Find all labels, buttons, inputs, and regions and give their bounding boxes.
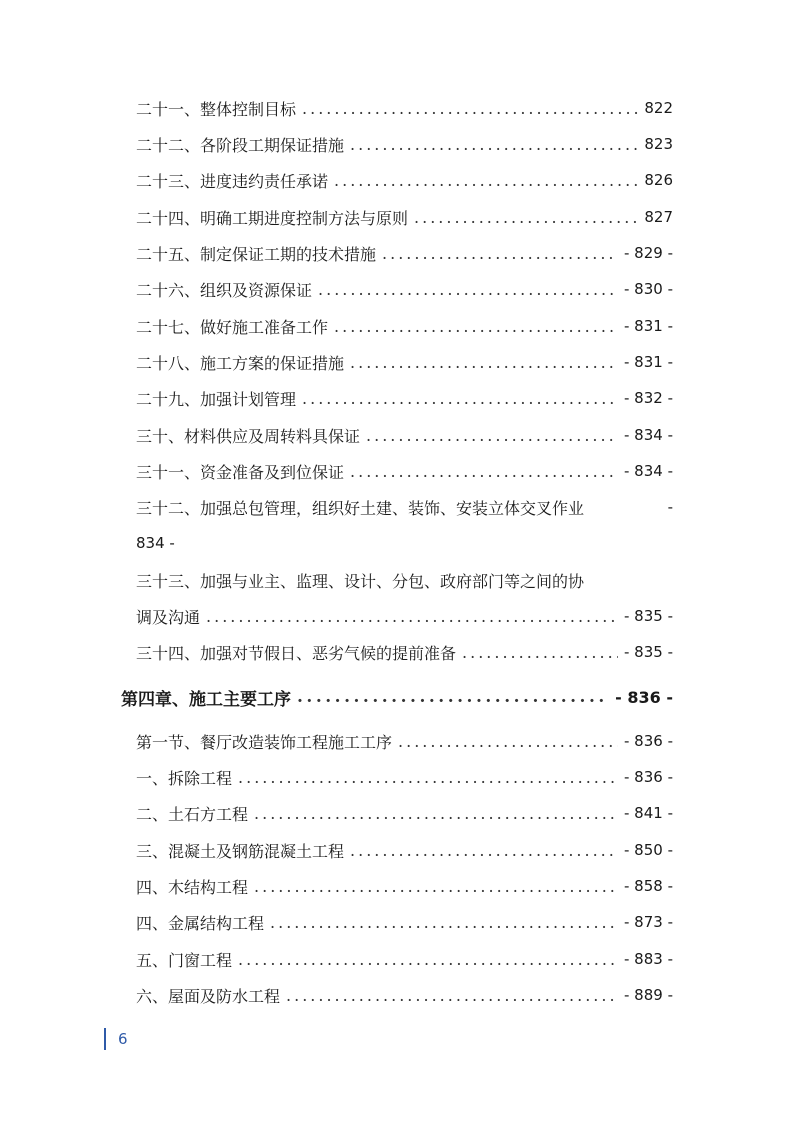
dot-leader xyxy=(462,643,618,662)
toc-entry-title: 三十一、资金准备及到位保证 xyxy=(136,462,345,482)
toc-entry-page: - 858 - xyxy=(624,877,673,895)
toc-entry[interactable] xyxy=(136,422,673,448)
dot-leader xyxy=(334,171,638,190)
dot-leader xyxy=(238,768,618,787)
toc-entry-page: 826 xyxy=(644,171,673,189)
toc-entry[interactable] xyxy=(136,639,673,665)
toc-entry[interactable] xyxy=(136,385,673,411)
toc-entry-title: 三十三、加强与业主、监理、设计、分包、政府部门等之间的协 xyxy=(136,571,585,591)
dot-leader xyxy=(297,687,609,707)
toc-entry-title: 三、混凝土及钢筋混凝土工程 xyxy=(136,841,345,861)
toc-entry-page: 827 xyxy=(644,208,673,226)
chapter-title: 第四章、施工主要工序 xyxy=(121,689,291,710)
toc-entry-title: 二十三、进度违约责任承诺 xyxy=(136,171,329,191)
toc-entry-page: 823 xyxy=(644,135,673,153)
toc-entry-page: - 832 - xyxy=(624,389,673,407)
toc-entry-title: 二十五、制定保证工期的技术措施 xyxy=(136,244,377,264)
toc-entry[interactable] xyxy=(136,764,673,790)
dot-leader xyxy=(254,877,618,896)
toc-entry-title: 二十八、施工方案的保证措施 xyxy=(136,353,345,373)
toc-entry-page: - 889 - xyxy=(624,986,673,1004)
toc-entry[interactable] xyxy=(136,946,673,972)
toc-entry-page: - 829 - xyxy=(624,244,673,262)
toc-entry-title: 四、金属结构工程 xyxy=(136,913,265,933)
toc-entry-wrapped[interactable] xyxy=(136,567,673,593)
toc-entry-page: - 834 - xyxy=(624,426,673,444)
dot-leader xyxy=(350,841,618,860)
toc-entry-page: - 831 - xyxy=(624,317,673,335)
toc-entry-page: - 841 - xyxy=(624,804,673,822)
toc-entry-page: - 835 - xyxy=(624,607,673,625)
toc-entry-page: - 836 - xyxy=(624,768,673,786)
toc-entry-title: 二十二、各阶段工期保证措施 xyxy=(136,135,345,155)
toc-entry-page: - 836 - xyxy=(624,732,673,750)
toc-entry[interactable] xyxy=(136,800,673,826)
toc-entry-title: 二十九、加强计划管理 xyxy=(136,389,297,409)
toc-entry[interactable] xyxy=(136,349,673,375)
toc-entry-title: 一、拆除工程 xyxy=(136,768,233,788)
dot-leader xyxy=(206,607,618,626)
dot-leader xyxy=(302,99,638,118)
toc-entry[interactable] xyxy=(136,95,673,121)
toc-section-entry[interactable] xyxy=(136,728,673,754)
toc-entry-title: 三十、材料供应及周转料具保证 xyxy=(136,426,361,446)
toc-entry-title: 三十二、加强总包管理，组织好土建、装饰、安装立体交叉作业 xyxy=(136,498,585,518)
toc-entry-page: - 873 - xyxy=(624,913,673,931)
page-number: 6 xyxy=(118,1030,128,1048)
toc-entry[interactable] xyxy=(136,873,673,899)
dot-leader xyxy=(350,462,618,481)
toc-entry-page: - 883 - xyxy=(624,950,673,968)
dot-leader xyxy=(366,426,618,445)
toc-entry[interactable] xyxy=(136,313,673,339)
toc-entry-title: 五、门窗工程 xyxy=(136,950,233,970)
toc-entry-continuation[interactable] xyxy=(136,530,673,556)
toc-entry-title: 二十七、做好施工准备工作 xyxy=(136,317,329,337)
dot-leader xyxy=(334,317,618,336)
toc-entry-page: - 834 - xyxy=(624,462,673,480)
dot-leader xyxy=(286,986,618,1005)
dot-leader xyxy=(350,135,638,154)
dot-leader xyxy=(302,389,618,408)
toc-chapter-heading[interactable] xyxy=(121,684,673,710)
toc-entry-title: 三十四、加强对节假日、恶劣气候的提前准备 xyxy=(136,643,457,663)
toc-entry-title: 二、土石方工程 xyxy=(136,804,249,824)
dot-leader xyxy=(414,208,638,227)
toc-entry[interactable] xyxy=(136,204,673,230)
toc-entry-title: 四、木结构工程 xyxy=(136,877,249,897)
toc-entry-wrapped[interactable] xyxy=(136,494,673,520)
toc-entry-title: 六、屋面及防水工程 xyxy=(136,986,281,1006)
dot-leader xyxy=(382,244,618,263)
toc-entry[interactable] xyxy=(136,982,673,1008)
dot-leader xyxy=(350,353,618,372)
toc-entry-page: - 850 - xyxy=(624,841,673,859)
toc-entry-trail: - xyxy=(667,498,673,516)
toc-entry-page: - 835 - xyxy=(624,643,673,661)
toc-entry-page: 822 xyxy=(644,99,673,117)
toc-entry[interactable] xyxy=(136,131,673,157)
toc-entry-title-continued: 调及沟通 xyxy=(136,607,201,627)
toc-entry[interactable] xyxy=(136,240,673,266)
toc-entry-page: - 831 - xyxy=(624,353,673,371)
toc-entry-page: - 830 - xyxy=(624,280,673,298)
toc-entry-continuation[interactable] xyxy=(136,603,673,629)
dot-leader xyxy=(254,804,618,823)
toc-entry[interactable] xyxy=(136,909,673,935)
toc-entry-title: 二十四、明确工期进度控制方法与原则 xyxy=(136,208,409,228)
toc-entry-title: 二十一、整体控制目标 xyxy=(136,99,297,119)
toc-entry-title: 二十六、组织及资源保证 xyxy=(136,280,313,300)
footer-accent-bar xyxy=(104,1028,106,1050)
toc-entry[interactable] xyxy=(136,837,673,863)
toc-entry-page: 834 - xyxy=(136,534,175,552)
toc-entry[interactable] xyxy=(136,167,673,193)
dot-leader xyxy=(398,732,618,751)
dot-leader xyxy=(238,950,618,969)
toc-entry[interactable] xyxy=(136,458,673,484)
chapter-page: - 836 - xyxy=(615,687,673,707)
dot-leader xyxy=(270,913,618,932)
dot-leader xyxy=(318,280,618,299)
toc-entry-title: 第一节、餐厅改造装饰工程施工工序 xyxy=(136,732,393,752)
toc-entry[interactable] xyxy=(136,276,673,302)
